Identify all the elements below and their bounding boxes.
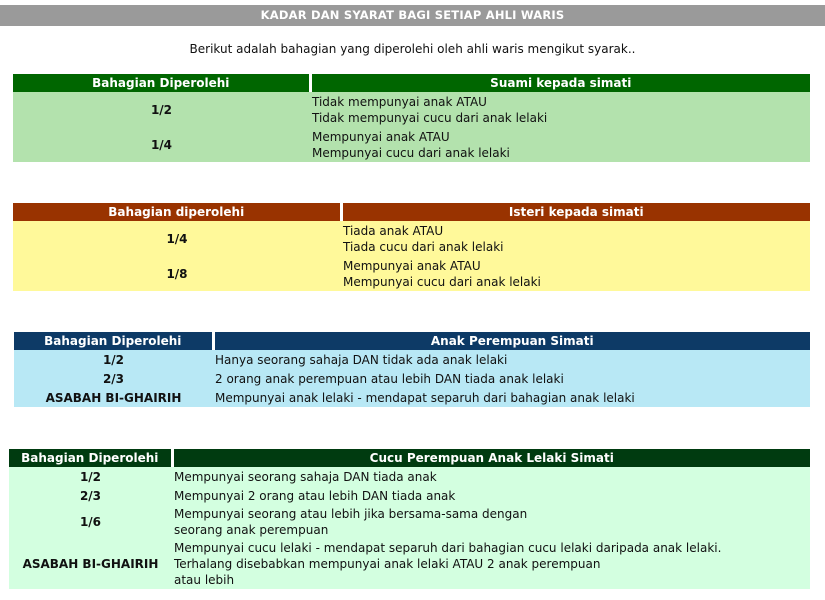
table-anak-perempuan [14,332,810,407]
condition-line: seorang anak perempuan [174,523,329,537]
condition-line: Terhalang disebabkan mempunyai anak lelaki ATAU 2 anak perempuan [174,557,601,571]
share-cell: 1/2 [150,102,173,117]
condition-cell [213,369,810,388]
condition-line: Mempunyai anak lelaki - mendapat separuh dari bahagian anak lelaki [215,390,635,405]
condition-cell [172,539,810,589]
table-suami [13,74,810,162]
header-share: Bahagian diperolehi [13,203,341,221]
table-row [13,127,810,162]
condition-cell [213,388,810,407]
header-heir: Anak Perempuan Simati [213,332,810,350]
header-share: Bahagian Diperolehi [14,332,213,350]
condition-line: Hanya seorang sahaja DAN tidak ada anak lelaki [215,352,508,367]
condition-line: Tiada cucu dari anak lelaki [343,239,504,254]
table-row [13,92,810,127]
condition-line: Tiada anak ATAU [343,223,444,238]
table-header-row [9,449,810,467]
share-cell: 1/8 [166,266,188,281]
condition-cell [172,486,810,505]
header-heir: Isteri kepada simati [341,203,810,221]
condition-cell [341,256,810,291]
condition-line: Mempunyai seorang atau lebih jika bersama-sama dengan [174,507,528,521]
condition-cell [310,127,810,162]
condition-cell [341,221,810,256]
header-heir: Suami kepada simati [310,74,810,92]
share-cell: ASABAH BI-GHAIRIH [22,557,159,571]
share-cell: 1/6 [79,515,102,529]
condition-line: Mempunyai seorang sahaja DAN tiada anak [174,469,437,484]
share-cell: 1/2 [102,352,125,367]
condition-line: Tidak mempunyai anak ATAU [312,94,487,109]
table-row [14,388,810,407]
condition-line: Mempunyai anak ATAU [312,129,450,144]
table-header-row [13,74,810,92]
header-share: Bahagian Diperolehi [9,449,172,467]
table-row [9,486,810,505]
table-header-row [14,332,810,350]
table-row [9,505,810,539]
share-cell: 1/4 [166,231,188,246]
share-cell: 1/2 [79,469,102,484]
table-row [14,369,810,388]
condition-cell [213,350,810,369]
table-row [13,221,810,256]
condition-line: Mempunyai cucu dari anak lelaki [343,274,541,289]
intro-text: Berikut adalah bahagian yang diperolehi oleh ahli waris mengikut syarak.. [189,42,636,56]
condition-line: Tidak mempunyai cucu dari anak lelaki [312,110,548,125]
header-heir: Cucu Perempuan Anak Lelaki Simati [172,449,810,467]
condition-cell [310,92,810,127]
share-cell: 2/3 [102,371,125,386]
table-row [9,467,810,486]
condition-line: 2 orang anak perempuan atau lebih DAN tiada anak lelaki [215,371,564,386]
condition-line: Mempunyai cucu dari anak lelaki [312,145,510,160]
table-row [14,350,810,369]
condition-line: Mempunyai anak ATAU [343,258,481,273]
condition-cell [172,505,810,539]
condition-line: atau lebih [174,573,235,587]
table-header-row [13,203,810,221]
table-row [13,256,810,291]
table-isteri [13,203,810,291]
share-cell: 1/4 [150,137,173,152]
table-row [9,539,810,589]
condition-cell [172,467,810,486]
share-cell: ASABAH BI-GHAIRIH [45,390,182,405]
condition-line: Mempunyai cucu lelaki - mendapat separuh dari bahagian cucu lelaki daripada anak lelaki. [174,541,722,555]
share-cell: 2/3 [79,488,102,503]
page-title: KADAR DAN SYARAT BAGI SETIAP AHLI WARIS [0,5,825,26]
table-cucu-perempuan [9,449,810,589]
header-share: Bahagian Diperolehi [13,74,310,92]
condition-line: Mempunyai 2 orang atau lebih DAN tiada anak [174,488,456,503]
